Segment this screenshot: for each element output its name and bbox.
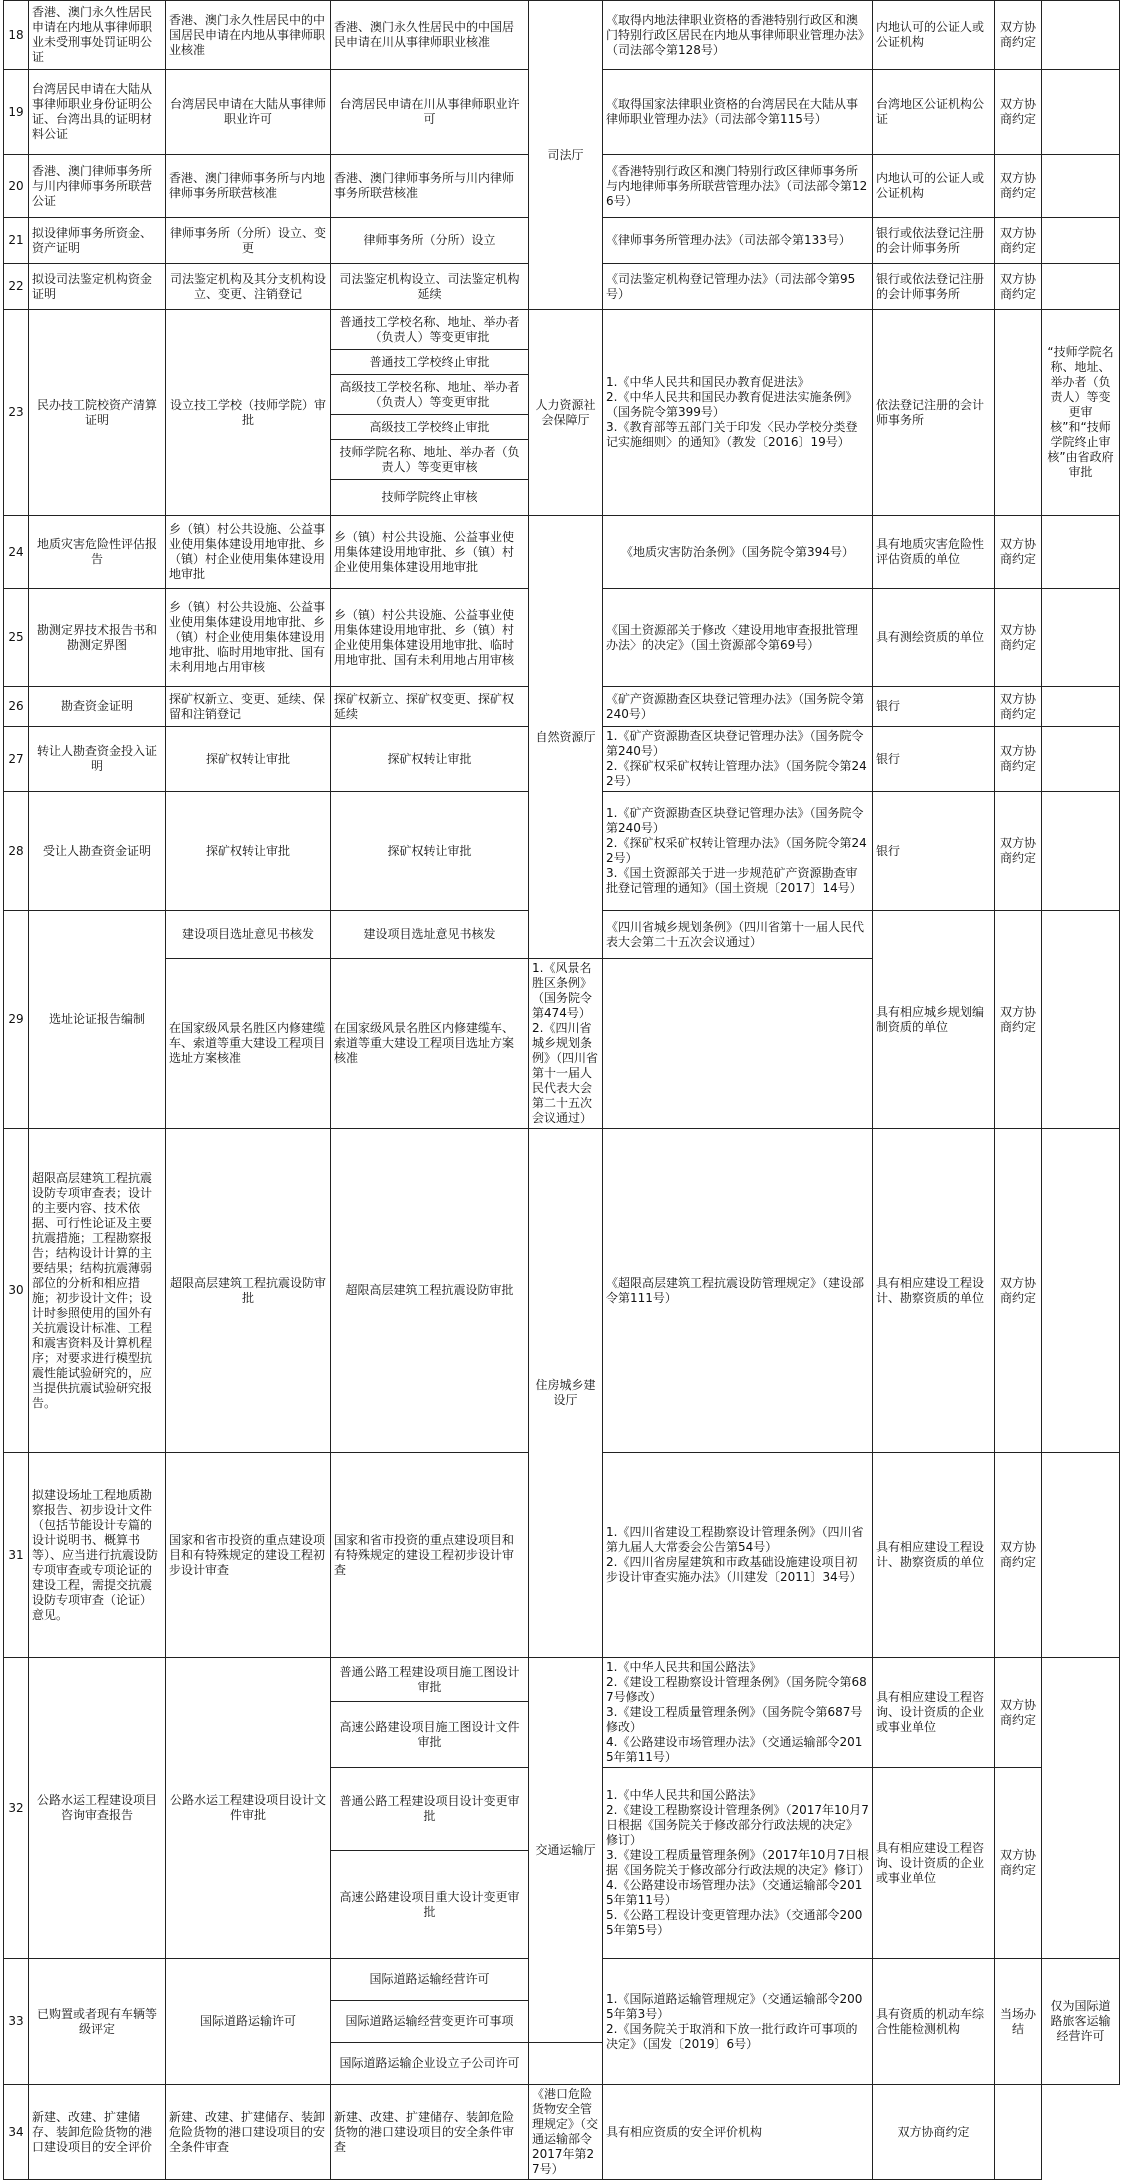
provider-cell: 内地认可的公证人或公证机构 [873, 1, 995, 70]
provider-cell: 银行或依法登记注册的会计师事务所 [873, 218, 995, 264]
note-cell [1042, 264, 1120, 310]
matter-cell: 普通技工学校名称、地址、举办者（负责人）等变更审批 [331, 310, 529, 350]
material-cell: 香港、澳门永久性居民申请在内地从事律师职业未受刑事处罚证明公证 [29, 1, 166, 70]
matter-cell: 国际道路运输经营变更许可事项 [331, 2001, 529, 2043]
basis-cell: 《超限高层建筑工程抗震设防管理规定》（建设部令第111号） [603, 1129, 873, 1453]
method-cell: 双方协商约定 [995, 1, 1042, 70]
matter-cell: 国家和省市投资的重点建设项目和有特殊规定的建设工程初步设计审查 [331, 1453, 529, 1658]
basis-cell: 《四川省城乡规划条例》（四川省第十一届人民代表大会第二十五次会议通过） [603, 911, 873, 959]
material-cell: 已购置或者现有车辆等级评定 [29, 1959, 166, 2085]
table-row [4, 1129, 1120, 1453]
note-cell [1042, 516, 1120, 589]
row-number: 33 [4, 1959, 29, 2085]
matter-cell: 普通公路工程建设项目施工图设计审批 [331, 1658, 529, 1702]
row-number: 32 [4, 1658, 29, 1959]
matter-cell: 技师学院终止审核 [331, 480, 529, 516]
note-cell [1042, 155, 1120, 218]
provider-cell: 具有地质灾害危险性评估资质的单位 [873, 516, 995, 589]
certification-services-table [3, 0, 1120, 2180]
material-cell: 地质灾害危险性评估报告 [29, 516, 166, 589]
note-cell [1042, 218, 1120, 264]
table-row [4, 1658, 1120, 1702]
basis-cell: 《取得国家法律职业资格的台湾居民在大陆从事律师职业管理办法》（司法部令第115号） [603, 70, 873, 155]
basis-cell: 《地质灾害防治条例》（国务院令第394号） [603, 516, 873, 589]
basis-cell: 《港口危险货物安全管理规定》（交通运输部令2017年第27号） [529, 2085, 603, 2180]
method-cell: 双方协商约定 [995, 218, 1042, 264]
provider-cell: 具有相应建设工程咨询、设计资质的企业或事业单位 [873, 1658, 995, 1768]
note-cell: 仅为国际道路旅客运输经营许可 [1042, 1959, 1120, 2085]
matter-cell: 乡（镇）村公共设施、公益事业使用集体建设用地审批、乡（镇）村企业使用集体建设用地审批、临时用地审批、国有未利用地占用审核 [331, 589, 529, 687]
row-number: 34 [4, 2085, 29, 2180]
note-cell [1042, 589, 1120, 687]
method-cell: 双方协商约定 [995, 516, 1042, 589]
note-cell [1042, 70, 1120, 155]
subitem-cell: 国家和省市投资的重点建设项目和有特殊规定的建设工程初步设计审查 [166, 1453, 331, 1658]
row-number: 22 [4, 264, 29, 310]
basis-cell: 1.《风景名胜区条例》（国务院令第474号） 2.《四川省城乡规划条例》（四川省第十一届人民代表大会第二十五次会议通过） [529, 959, 603, 1129]
table-row [4, 1, 1120, 70]
matter-cell: 在国家级风景名胜区内修建缆车、索道等重大建设工程项目选址方案核准 [331, 959, 529, 1129]
matter-cell: 乡（镇）村公共设施、公益事业使用集体建设用地审批、乡（镇）村企业使用集体建设用地审批 [331, 516, 529, 589]
table-row [4, 516, 1120, 589]
provider-cell: 具有测绘资质的单位 [873, 589, 995, 687]
matter-cell: 超限高层建筑工程抗震设防审批 [331, 1129, 529, 1453]
subitem-cell: 超限高层建筑工程抗震设防审批 [166, 1129, 331, 1453]
method-cell: 双方协商约定 [995, 1129, 1042, 1453]
material-cell: 民办技工院校资产清算证明 [29, 310, 166, 516]
matter-cell: 新建、改建、扩建储存、装卸危险货物的港口建设项目的安全条件审查 [331, 2085, 529, 2180]
method-cell: 双方协商约定 [995, 792, 1042, 911]
provider-cell: 银行 [873, 727, 995, 792]
basis-cell: 《司法鉴定机构登记管理办法》（司法部令第95号） [603, 264, 873, 310]
row-number: 27 [4, 727, 29, 792]
method-cell: 双方协商约定 [995, 264, 1042, 310]
row-number: 29 [4, 911, 29, 1129]
subitem-cell: 香港、澳门永久性居民中的中国居民申请在内地从事律师职业核准 [166, 1, 331, 70]
matter-cell: 香港、澳门永久性居民中的中国居民申请在川从事律师职业核准 [331, 1, 529, 70]
matter-cell: 国际道路运输企业设立子公司许可 [331, 2043, 529, 2085]
basis-cell: 1.《中华人民共和国公路法》 2.《建设工程勘察设计管理条例》（2017年10月7日根据《国务院关于修改部分行政法规的决定》修订） 3.《建设工程质量管理条例》（2017年10月7日根据《国务院关于修改部分行政法规的决定》修订） 4.《公路建设市场管理办法》（交通运输部令2015年第11号） 5.《公路工程设计变更管理办法》（交通部令2005年第5号） [603, 1768, 873, 1959]
row-number: 23 [4, 310, 29, 516]
row-number: 31 [4, 1453, 29, 1658]
subitem-cell: 新建、改建、扩建储存、装卸危险货物的港口建设项目的安全条件审查 [166, 2085, 331, 2180]
subitem-cell: 探矿权转让审批 [166, 727, 331, 792]
matter-cell: 探矿权新立、探矿权变更、探矿权延续 [331, 687, 529, 727]
method-cell: 双方协商约定 [995, 155, 1042, 218]
table-row [4, 2085, 1120, 2180]
note-cell [1042, 911, 1120, 1129]
matter-cell: 普通公路工程建设项目设计变更审批 [331, 1768, 529, 1851]
subitem-cell: 香港、澳门律师事务所与内地律师事务所联营核准 [166, 155, 331, 218]
matter-cell: 高速公路建设项目重大设计变更审批 [331, 1851, 529, 1959]
subitem-cell: 乡（镇）村公共设施、公益事业使用集体建设用地审批、乡（镇）村企业使用集体建设用地审批 [166, 516, 331, 589]
row-number: 19 [4, 70, 29, 155]
department-cell: 住房城乡建设厅 [529, 1129, 603, 1658]
subitem-cell: 探矿权新立、变更、延续、保留和注销登记 [166, 687, 331, 727]
matter-cell: 高级技工学校终止审批 [331, 415, 529, 440]
matter-cell: 高速公路建设项目施工图设计文件审批 [331, 1702, 529, 1768]
subitem-cell: 探矿权转让审批 [166, 792, 331, 911]
material-cell: 勘查资金证明 [29, 687, 166, 727]
method-cell: 双方协商约定 [995, 589, 1042, 687]
provider-cell: 台湾地区公证机构公证 [873, 70, 995, 155]
subitem-cell: 乡（镇）村公共设施、公益事业使用集体建设用地审批、乡（镇）村企业使用集体建设用地审批、临时用地审批、国有未利用地占用审核 [166, 589, 331, 687]
row-number: 26 [4, 687, 29, 727]
note-cell [1042, 792, 1120, 911]
material-cell: 拟建设场址工程地质勘察报告、初步设计文件（包括节能设计专篇的设计说明书、概算书等）、应当进行抗震设防专项审查或专项论证的建设工程，需提交抗震设防专项审查（论证）意见。 [29, 1453, 166, 1658]
row-number: 21 [4, 218, 29, 264]
matter-cell: 技师学院名称、地址、举办者（负责人）等变更审核 [331, 440, 529, 480]
provider-cell: 具有相应建设工程设计、勘察资质的单位 [873, 1453, 995, 1658]
subitem-cell: 在国家级风景名胜区内修建缆车、索道等重大建设工程项目选址方案核准 [166, 959, 331, 1129]
material-cell: 选址论证报告编制 [29, 911, 166, 1129]
row-number: 18 [4, 1, 29, 70]
material-cell: 转让人勘查资金投入证明 [29, 727, 166, 792]
material-cell: 超限高层建筑工程抗震设防专项审查表；设计的主要内容、技术依据、可行性论证及主要抗震措施；工程勘察报告；结构设计计算的主要结果；结构抗震薄弱部位的分析和相应措施；初步设计文件；设计时参照使用的国外有关抗震设计标准、工程和震害资料及计算机程序；对要求进行模型抗震性能试验研究的，应当提供抗震试验研究报告。 [29, 1129, 166, 1453]
provider-cell: 具有相应建设工程咨询、设计资质的企业或事业单位 [873, 1768, 995, 1959]
basis-cell: 《国土资源部关于修改〈建设用地审查报批管理办法〉的决定》（国土资源部令第69号） [603, 589, 873, 687]
subitem-cell: 设立技工学校（技师学院）审批 [166, 310, 331, 516]
method-cell: 双方协商约定 [995, 687, 1042, 727]
matter-cell: 司法鉴定机构设立、司法鉴定机构延续 [331, 264, 529, 310]
subitem-cell: 台湾居民申请在大陆从事律师职业许可 [166, 70, 331, 155]
matter-cell: 国际道路运输经营许可 [331, 1959, 529, 2001]
department-cell: 人力资源社会保障厅 [529, 310, 603, 516]
department-cell: 交通运输厅 [529, 1658, 603, 2043]
matter-cell: 律师事务所（分所）设立 [331, 218, 529, 264]
matter-cell: 香港、澳门律师事务所与川内律师事务所联营核准 [331, 155, 529, 218]
subitem-cell: 公路水运工程建设项目设计文件审批 [166, 1658, 331, 1959]
department-cell: 司法厅 [529, 1, 603, 310]
row-number: 30 [4, 1129, 29, 1453]
method-cell: 双方协商约定 [995, 1768, 1042, 1959]
material-cell: 受让人勘查资金证明 [29, 792, 166, 911]
basis-cell: 1.《国际道路运输管理规定》（交通运输部令2005年第3号） 2.《国务院关于取消和下放一批行政许可事项的决定》（国发〔2019〕6号） [603, 1959, 873, 2085]
row-number: 24 [4, 516, 29, 589]
subitem-cell: 建设项目选址意见书核发 [166, 911, 331, 959]
row-number: 25 [4, 589, 29, 687]
basis-cell: 1.《四川省建设工程勘察设计管理条例》（四川省第九届人大常委会公告第54号） 2.《四川省房屋建筑和市政基础设施建设项目初步设计审查实施办法》（川建发〔2011〕34号） [603, 1453, 873, 1658]
subitem-cell: 国际道路运输许可 [166, 1959, 331, 2085]
provider-cell: 具有资质的机动车综合性能检测机构 [873, 1959, 995, 2085]
matter-cell: 普通技工学校终止审批 [331, 350, 529, 375]
note-cell [1042, 1129, 1120, 1453]
note-cell [1042, 1453, 1120, 1658]
basis-cell: 《取得内地法律职业资格的香港特别行政区和澳门特别行政区居民在内地从事律师职业管理办法》（司法部令第128号） [603, 1, 873, 70]
note-cell [1042, 687, 1120, 727]
method-cell: 双方协商约定 [995, 1453, 1042, 1658]
row-number: 28 [4, 792, 29, 911]
material-cell: 香港、澳门律师事务所与川内律师事务所联营公证 [29, 155, 166, 218]
matter-cell: 台湾居民申请在川从事律师职业许可 [331, 70, 529, 155]
basis-cell: 1.《中华人民共和国公路法》 2.《建设工程勘察设计管理条例》（国务院令第687号修改） 3.《建设工程质量管理条例》（国务院令第687号修改） 4.《公路建设市场管理办法》（交通运输部令2015年第11号） [603, 1658, 873, 1768]
table-row [4, 310, 1120, 350]
method-cell: 双方协商约定 [995, 70, 1042, 155]
method-cell: 当场办结 [995, 1959, 1042, 2085]
method-cell: 双方协商约定 [995, 911, 1042, 1129]
method-cell: 双方协商约定 [995, 727, 1042, 792]
subitem-cell: 律师事务所（分所）设立、变更 [166, 218, 331, 264]
material-cell: 拟设司法鉴定机构资金证明 [29, 264, 166, 310]
method-cell: 双方协商约定 [873, 2085, 995, 2180]
provider-cell: 银行或依法登记注册的会计师事务所 [873, 264, 995, 310]
basis-cell: 《香港特别行政区和澳门特别行政区律师事务所与内地律师事务所联营管理办法》（司法部令第126号） [603, 155, 873, 218]
material-cell: 新建、改建、扩建储存、装卸危险货物的港口建设项目的安全评价 [29, 2085, 166, 2180]
basis-cell: 《律师事务所管理办法》（司法部令第133号） [603, 218, 873, 264]
department-cell: 自然资源厅 [529, 516, 603, 959]
subitem-cell: 司法鉴定机构及其分支机构设立、变更、注销登记 [166, 264, 331, 310]
provider-cell: 银行 [873, 687, 995, 727]
material-cell: 台湾居民申请在大陆从事律师职业身份证明公证、台湾出具的证明材料公证 [29, 70, 166, 155]
material-cell: 勘测定界技术报告书和勘测定界图 [29, 589, 166, 687]
note-cell [1042, 727, 1120, 792]
material-cell: 公路水运工程建设项目咨询审查报告 [29, 1658, 166, 1959]
basis-cell: 《矿产资源勘查区块登记管理办法》（国务院令第240号） [603, 687, 873, 727]
basis-cell: 1.《矿产资源勘查区块登记管理办法》（国务院令第240号） 2.《探矿权采矿权转让管理办法》（国务院令第242号） [603, 727, 873, 792]
note-cell [1042, 1, 1120, 70]
method-cell [995, 310, 1042, 516]
basis-cell: 1.《矿产资源勘查区块登记管理办法》（国务院令第240号） 2.《探矿权采矿权转让管理办法》（国务院令第242号） 3.《国土资源部关于进一步规范矿产资源勘查审批登记管理的通知》（国土资规〔2017〕14号） [603, 792, 873, 911]
note-cell [995, 2085, 1042, 2180]
provider-cell: 具有相应建设工程设计、勘察资质的单位 [873, 1129, 995, 1453]
provider-cell: 银行 [873, 792, 995, 911]
method-cell: 双方协商约定 [995, 1658, 1042, 1768]
basis-cell: 1.《中华人民共和国民办教育促进法》 2.《中华人民共和国民办教育促进法实施条例》（国务院令第399号） 3.《教育部等五部门关于印发〈民办学校分类登记实施细则〉的通知》（教发〔2016〕19号） [603, 310, 873, 516]
matter-cell: 高级技工学校名称、地址、举办者（负责人）等变更审批 [331, 375, 529, 415]
matter-cell: 探矿权转让审批 [331, 727, 529, 792]
row-number: 20 [4, 155, 29, 218]
material-cell: 拟设律师事务所资金、资产证明 [29, 218, 166, 264]
provider-cell: 具有相应资质的安全评价机构 [603, 2085, 873, 2180]
note-cell: “技师学院名称、地址、举办者（负责人）等变更审核”和“技师学院终止审核”由省政府审批 [1042, 310, 1120, 516]
provider-cell: 依法登记注册的会计师事务所 [873, 310, 995, 516]
provider-cell: 内地认可的公证人或公证机构 [873, 155, 995, 218]
matter-cell: 建设项目选址意见书核发 [331, 911, 529, 959]
matter-cell: 探矿权转让审批 [331, 792, 529, 911]
note-cell [1042, 1658, 1120, 1959]
provider-cell: 具有相应城乡规划编制资质的单位 [873, 911, 995, 1129]
